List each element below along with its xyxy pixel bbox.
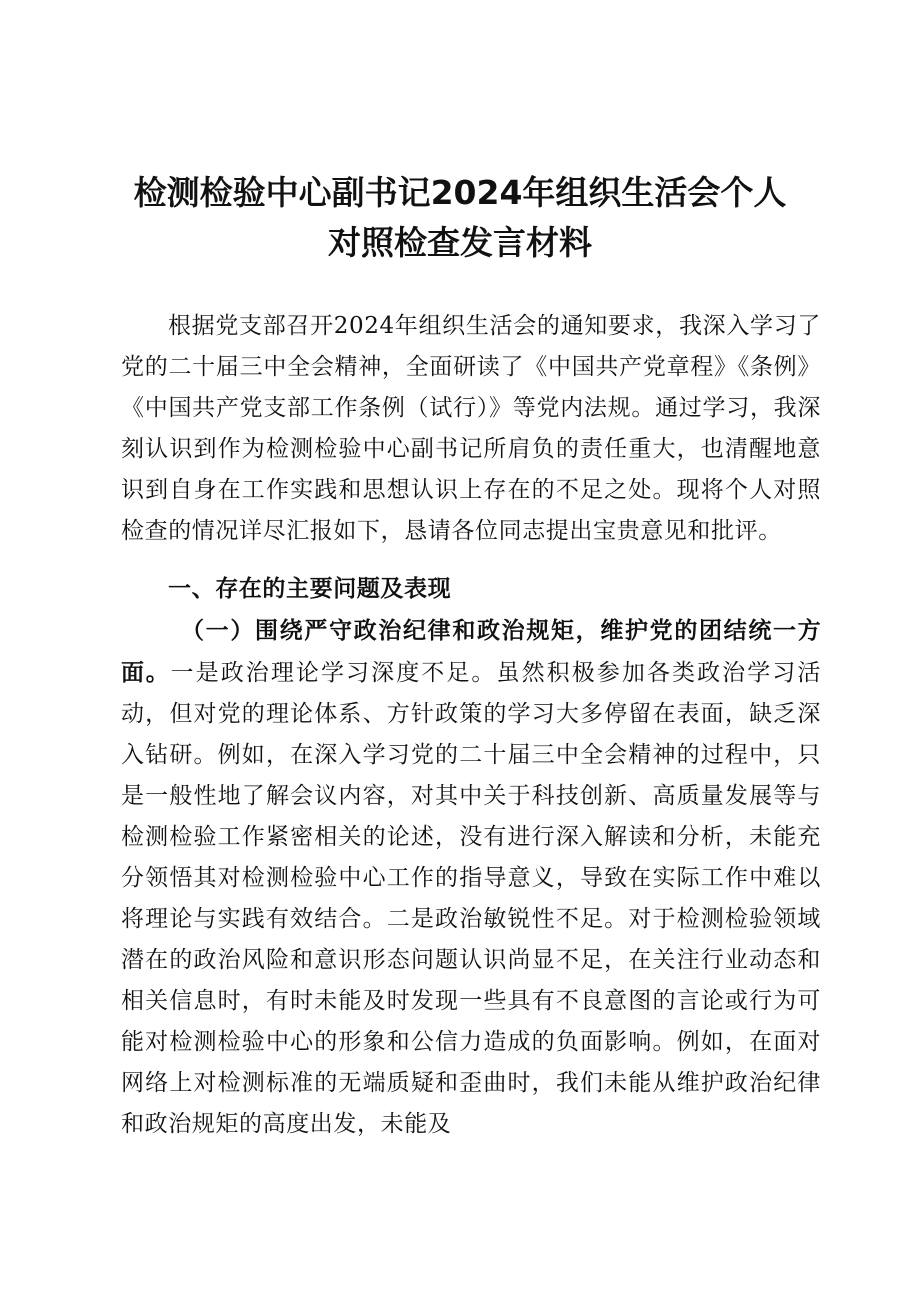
subsection-body: 一是政治理论学习深度不足。虽然积极参加各类政治学习活动，但对党的理论体系、方针政策的学习大多停留在表面，缺乏深入钻研。例如，在深入学习党的二十届三中全会精神的过程中，只是一般性地了解会议内容，对其中关于科技创新、高质量发展等与检测检验工作紧密相关的论述，没有进行深入解读和分析，未能充分领悟其对检测检验中心工作的指导意义，导致在实际工作中难以将理论与实践有效结合。二是政治敏锐性不足。对于检测检验领域潜在的政治风险和意识形态问题认识尚显不足，在关注行业动态和相关信息时，有时未能及时发现一些具有不良意图的言论或行为可能对检测检验中心的形象和公信力造成的负面影响。例如，在面对网络上对检测标准的无端质疑和歪曲时，我们未能从维护政治纪律和政治规矩的高度出发，未能及 [121, 660, 821, 1137]
subsection-heading: （一）围绕严守政治纪律和政治规矩，维护党的团结统一方面。 [121, 617, 821, 686]
document-title-line-2: 对照检查发言材料 [328, 223, 592, 262]
document-title-line-1: 检测检验中心副书记2024年组织生活会个人 [133, 173, 787, 212]
section-heading: 一、存在的主要问题及表现 [168, 575, 452, 602]
subsection-paragraph [121, 610, 821, 1145]
intro-paragraph: 根据党支部召开2024年组织生活会的通知要求，我深入学习了党的二十届三中全会精神，全面研读了《中国共产党章程》《条例》《中国共产党支部工作条例（试行）》等党内法规。通过学习，我深刻认识到作为检测检验中心副书记所肩负的责任重大，也清醒地意识到自身在工作实践和思想认识上存在的不足之处。现将个人对照检查的情况详尽汇报如下，恳请各位同志提出宝贵意见和批评。 [121, 313, 821, 544]
